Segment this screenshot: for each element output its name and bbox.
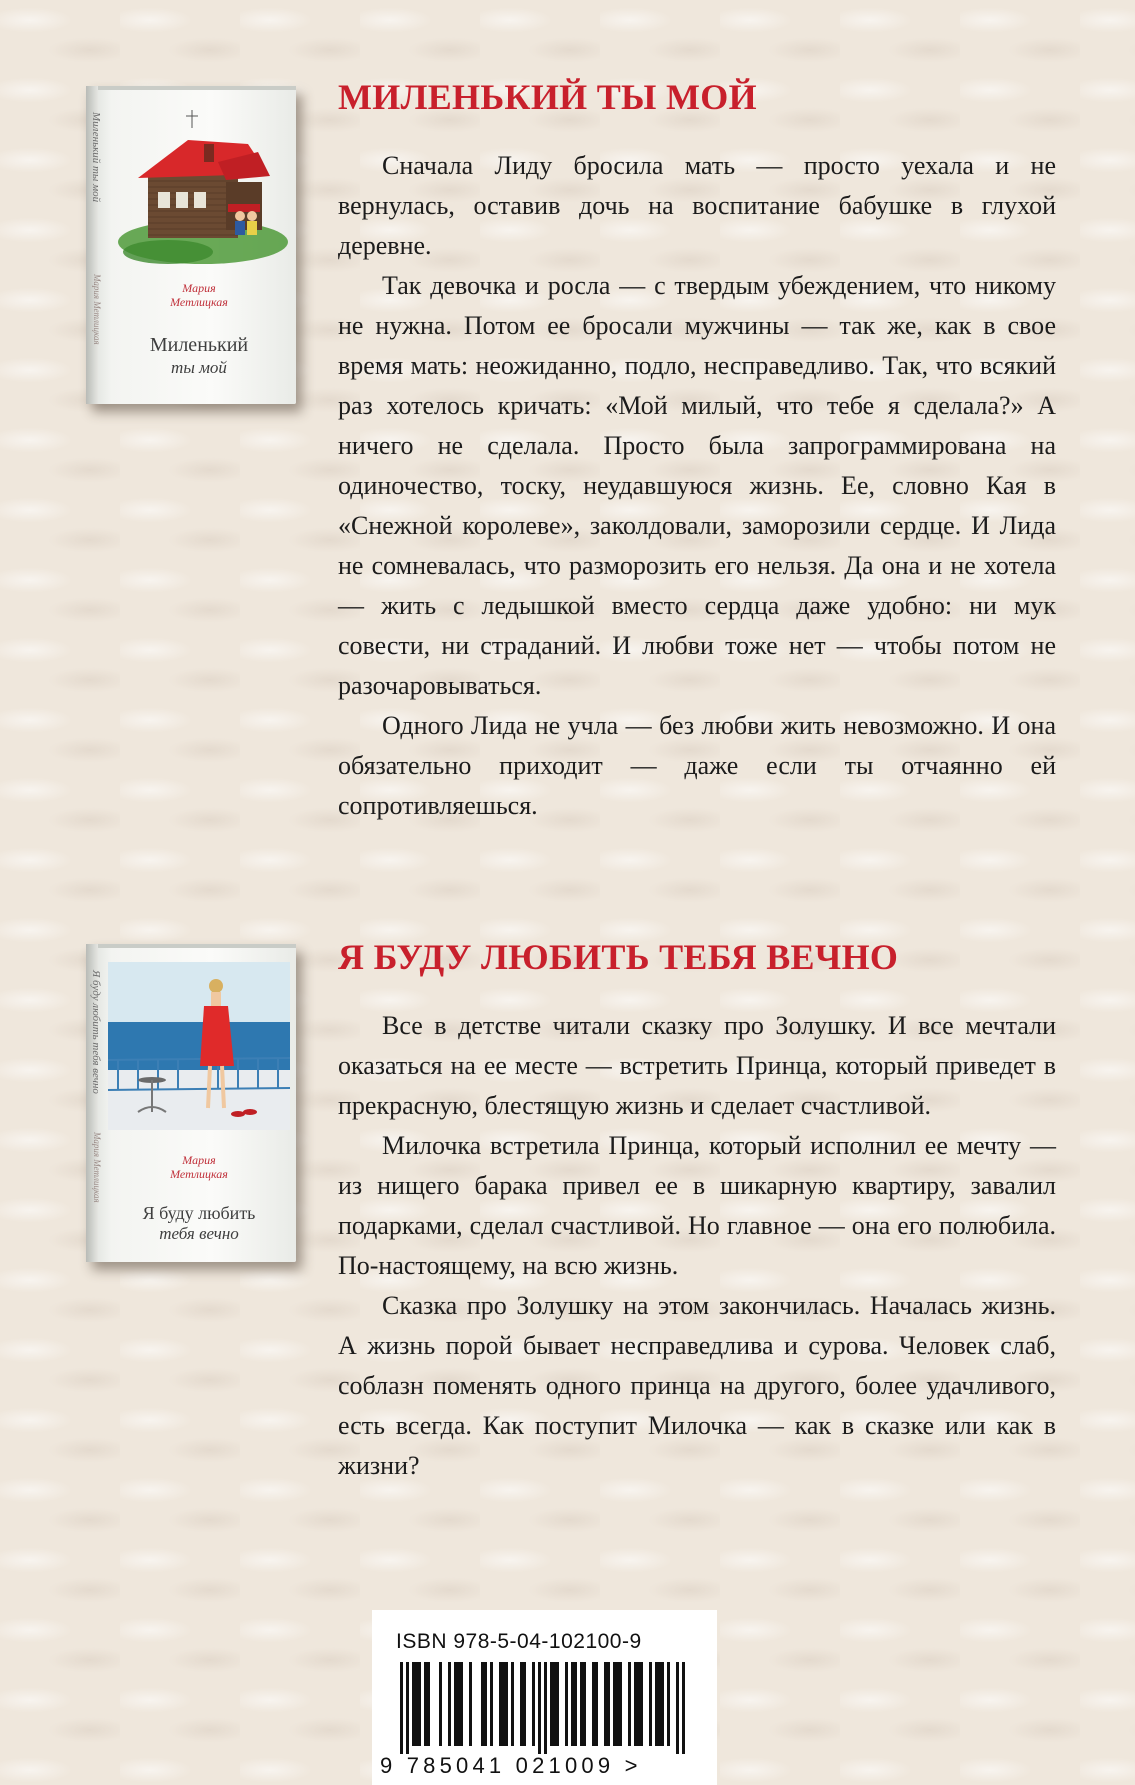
barcode-bar <box>616 1662 619 1746</box>
barcode-bar <box>511 1662 514 1746</box>
barcode-bar <box>556 1662 559 1746</box>
cover-title-line-2: ты мой <box>171 358 227 377</box>
cover-title-line-2: тебя вечно <box>159 1224 239 1243</box>
barcode-bar <box>538 1662 541 1754</box>
barcode-bar <box>457 1662 460 1746</box>
barcode-bar <box>580 1662 583 1746</box>
barcode-bar <box>676 1662 679 1754</box>
barcode-bar <box>469 1662 472 1746</box>
barcode-bar <box>454 1662 457 1746</box>
barcode-bar <box>655 1662 658 1746</box>
barcode-bar <box>607 1662 610 1746</box>
barcode-bar <box>406 1662 409 1754</box>
cover-title-line-1: Я буду любить <box>142 1203 256 1223</box>
barcode-bar <box>595 1662 598 1746</box>
description-paragraph: Все в детстве читали сказку про Золушку. И все мечтали оказаться на ее месте — встретить Принца, который приведет в прекрасную, блестящую жизнь и сделает счастливой. <box>338 1011 1056 1120</box>
description-paragraph: Одного Лида не учла — без любви жить невозможно. И она обязательно приходит — даже если ты отчаянно ей сопротивляешься. <box>338 711 1056 820</box>
barcode-bar <box>637 1662 640 1746</box>
cover-spine-author: Мария Метлицкая <box>92 1132 102 1203</box>
cover-author-line-1: Мария <box>182 1153 216 1167</box>
barcode-bar <box>499 1662 502 1746</box>
barcode-bar <box>532 1662 535 1746</box>
barcode-bar <box>523 1662 526 1746</box>
barcode-bar <box>412 1662 415 1746</box>
cover-author-line-1: Мария <box>182 281 216 295</box>
cover-title-line-1: Миленький <box>149 334 249 356</box>
barcode-bar <box>571 1662 574 1746</box>
barcode-bar <box>424 1662 427 1746</box>
barcode-bar <box>640 1662 643 1746</box>
barcode-bar <box>550 1662 553 1746</box>
barcode-bar <box>502 1662 505 1746</box>
barcode-bar <box>649 1662 652 1746</box>
barcode-bar <box>481 1662 484 1746</box>
barcode-bar <box>439 1662 442 1746</box>
barcode-bar <box>661 1662 664 1746</box>
balcony-woman-illustration <box>108 962 290 1134</box>
barcode-bar <box>520 1662 523 1746</box>
barcode-bar <box>484 1662 487 1746</box>
barcode-bar <box>448 1662 451 1746</box>
barcode-bar <box>619 1662 622 1746</box>
book-title-heading-1: МИЛЕНЬКИЙ ТЫ МОЙ <box>338 77 757 117</box>
barcode-bar <box>418 1662 421 1746</box>
barcode-bar <box>565 1662 568 1746</box>
description-paragraph: Сначала Лиду бросила мать — просто уехала и не вернулась, оставив дочь на воспитание бабушке в глухой деревне. <box>338 151 1056 260</box>
barcode-bar <box>544 1662 547 1754</box>
book-title-heading-2: Я БУДУ ЛЮБИТЬ ТЕБЯ ВЕЧНО <box>338 937 899 977</box>
barcode-bar <box>604 1662 607 1746</box>
isbn-barcode <box>372 1610 717 1785</box>
barcode-bar <box>658 1662 661 1746</box>
barcode-bar <box>667 1662 670 1746</box>
cover-author-line-2: Метлицкая <box>170 295 228 309</box>
description-paragraph: Сказка про Золушку на этом закончилась. Началась жизнь. А жизнь порой бывает несправедлива и сурова. Человек слаб, соблазн поменять одного принца на другого, более удачливого, есть всегда. Как поступит Милочка — как в сказке или как в жизни? <box>338 1291 1056 1480</box>
barcode-bar <box>613 1662 616 1746</box>
barcode-bar <box>628 1662 631 1746</box>
barcode-bar <box>592 1662 595 1746</box>
book-cover-2 <box>86 944 296 1262</box>
description-paragraph: Так девочка и росла — с твердым убеждением, что никому не нужна. Потом ее бросали мужчины — так же, как в свое время мать: неожиданно, подло, несправедливо. Так, что всякий раз хотелось кричать: «Мой милый, что тебе я сделала?» А ничего не сделала. Просто была запрограммирована на одиночество, тоску, неудавшуюся жизнь. Ее, словно Кая в «Снежной королеве», заколдовали, заморозили сердце. И Лида не сомневалась, что разморозить его нельзя. Да она и не хотела — жить с ледышкой вместо сердца даже удобно: ни мук совести, ни страданий. И любви тоже нет — чтобы потом не разочаровываться. <box>338 271 1056 700</box>
barcode-bar <box>682 1662 685 1754</box>
barcode-bar <box>634 1662 637 1746</box>
barcode-bar <box>460 1662 463 1746</box>
description-paragraph: Милочка встретила Принца, который исполнил ее мечту — из нищего барака привел ее в шикарную квартиру, завалил подарками, сделал счастливой. Но главное — она его полюбила. По-настоящему, на всю жизнь. <box>338 1131 1056 1280</box>
cover-spine-title: Я буду любить тебя вечно <box>90 970 102 1094</box>
cover-spine-author: Мария Метлицкая <box>92 274 102 345</box>
barcode-bar <box>505 1662 508 1746</box>
barcode-bar <box>400 1662 403 1754</box>
book-description-2 <box>338 1006 1056 1486</box>
cover-top-edge <box>98 944 296 948</box>
barcode-bar <box>583 1662 586 1746</box>
barcode-bar <box>490 1662 493 1746</box>
isbn-number: ISBN 978-5-04-102100-9 <box>396 1630 642 1653</box>
barcode-digits: 9 785041 021009 > <box>380 1753 642 1778</box>
barcode-bars <box>390 1662 700 1754</box>
barcode-bar <box>415 1662 418 1746</box>
cover-author-line-2: Метлицкая <box>170 1167 228 1181</box>
barcode-bar <box>427 1662 430 1746</box>
cover-spine-title: Миленький ты мой <box>90 112 102 203</box>
barcode-bar <box>574 1662 577 1746</box>
barcode-bar <box>553 1662 556 1746</box>
